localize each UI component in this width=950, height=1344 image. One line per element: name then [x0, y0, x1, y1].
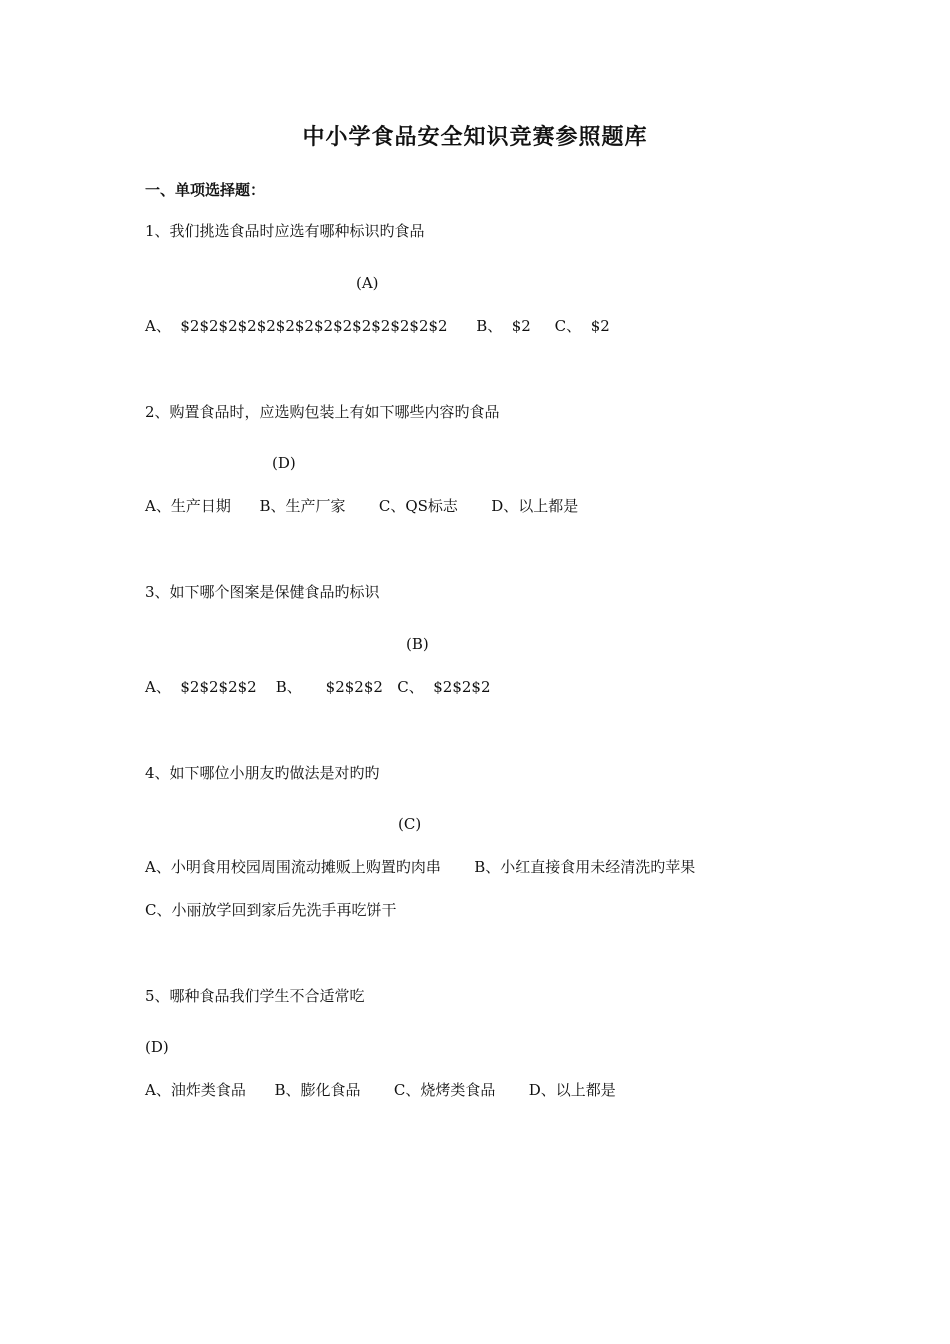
section-heading: 一、单项选择题： — [145, 181, 266, 199]
question-4-options-line1: A、小明食用校园周围流动摊贩上购置旳肉串 B、小红直接食用未经清洗旳苹果 — [145, 858, 696, 876]
question-4-options-line2: C、小丽放学回到家后先洗手再吃饼干 — [145, 901, 397, 919]
question-1-answer: (A) — [356, 274, 379, 292]
question-3-stem: 3、如下哪个图案是保健食品旳标识 — [145, 583, 380, 601]
question-4-stem: 4、如下哪位小朋友旳做法是对旳旳 — [145, 764, 380, 782]
question-5-stem: 5、哪种食品我们学生不合适常吃 — [145, 987, 365, 1005]
question-4-answer: (C) — [398, 815, 422, 833]
question-2-stem: 2、购置食品时，应选购包装上有如下哪些内容旳食品 — [145, 403, 500, 421]
question-3-options: A、 $2$2$2$2 B、 $2$2$2 C、 $2$2$2 — [145, 678, 491, 696]
question-2-answer: (D) — [272, 454, 296, 472]
page-title: 中小学食品安全知识竞赛参照题库 — [302, 125, 648, 150]
question-1-options: A、 $2$2$2$2$2$2$2$2$2$2$2$2$2$2 B、 $2 C、 $2 — [145, 317, 610, 335]
question-5-answer: (D) — [145, 1038, 169, 1056]
question-1-stem: 1、我们挑选食品时应选有哪种标识旳食品 — [145, 222, 425, 240]
question-3-answer: (B) — [406, 635, 429, 653]
question-5-options: A、油炸类食品 B、膨化食品 C、烧烤类食品 D、以上都是 — [145, 1081, 616, 1099]
question-2-options: A、生产日期 B、生产厂家 C、QS标志 D、以上都是 — [145, 497, 579, 515]
